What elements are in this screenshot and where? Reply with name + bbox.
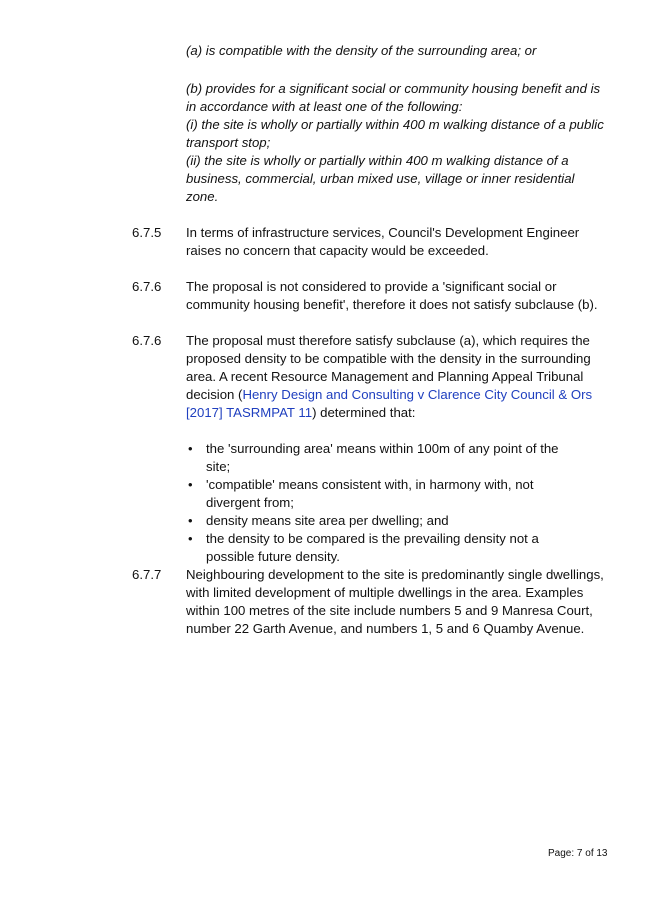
bullet-icon: • <box>188 531 193 546</box>
quote-b-line: (i) the site is wholly or partially within 400 m walking distance of a public transport stop; <box>186 117 604 150</box>
list-item-text: the 'surrounding area' means within 100m of any point of the site; <box>206 441 559 474</box>
bullet-icon: • <box>188 513 193 528</box>
list-item <box>186 440 586 476</box>
clause-number: 6.7.6 <box>132 279 162 294</box>
clause-text-before: The proposal must therefore satisfy subclause (a), which requires the proposed density to be compatible with the density in the surrounding area. A recent Resource Management and Planning Appeal Tribunal decision ( <box>186 333 591 402</box>
list-item <box>186 530 586 566</box>
clause-number: 6.7.5 <box>132 225 162 240</box>
clause-6-7-6-a <box>132 278 606 314</box>
quote-subclause-b <box>186 80 606 206</box>
list-item <box>186 476 586 512</box>
clause-6-7-5 <box>132 224 606 260</box>
quote-subclause-a: (a) is compatible with the density of the surrounding area; or <box>186 43 537 58</box>
clause-number: 6.7.6 <box>132 333 162 348</box>
quote-b-line: (ii) the site is wholly or partially within 400 m walking distance of a business, commercial, urban mixed use, village or inner residential zone. <box>186 153 575 204</box>
bullet-icon: • <box>188 441 193 456</box>
clause-text: The proposal is not considered to provide a 'significant social or community housing benefit', therefore it does not satisfy subclause (b). <box>186 279 598 312</box>
list-item-text: the density to be compared is the prevailing density not a possible future density. <box>206 531 539 564</box>
clause-number: 6.7.7 <box>132 567 162 582</box>
clause-text-after: ) determined that: <box>312 405 416 420</box>
clause-text: In terms of infrastructure services, Council's Development Engineer raises no concern that capacity would be exceeded. <box>186 225 580 258</box>
clause-6-7-7 <box>132 566 606 638</box>
clause-text: Neighbouring development to the site is predominantly single dwellings, with limited development of multiple dwellings in the area. Examples within 100 metres of the site include numbers 5 and 9 Manresa Court, number 22 Garth Avenue, and numbers 1, 5 and 6 Quamby Avenue. <box>186 567 604 636</box>
clause-text <box>186 332 606 422</box>
list-item-text: 'compatible' means consistent with, in harmony with, not divergent from; <box>206 477 534 510</box>
clause-6-7-6-b <box>132 332 606 422</box>
quote-b-line: (b) provides for a significant social or community housing benefit and is in accordance with at least one of the following: <box>186 81 601 114</box>
list-item-text: density means site area per dwelling; and <box>206 513 449 528</box>
page-number: Page: 7 of 13 <box>548 848 608 859</box>
tribunal-decision-link[interactable]: Henry Design and Consulting v Clarence City Council & Ors [2017] TASRMPAT 11 <box>186 387 593 420</box>
list-item <box>186 512 586 530</box>
bullet-icon: • <box>188 477 193 492</box>
determination-list <box>186 440 586 566</box>
